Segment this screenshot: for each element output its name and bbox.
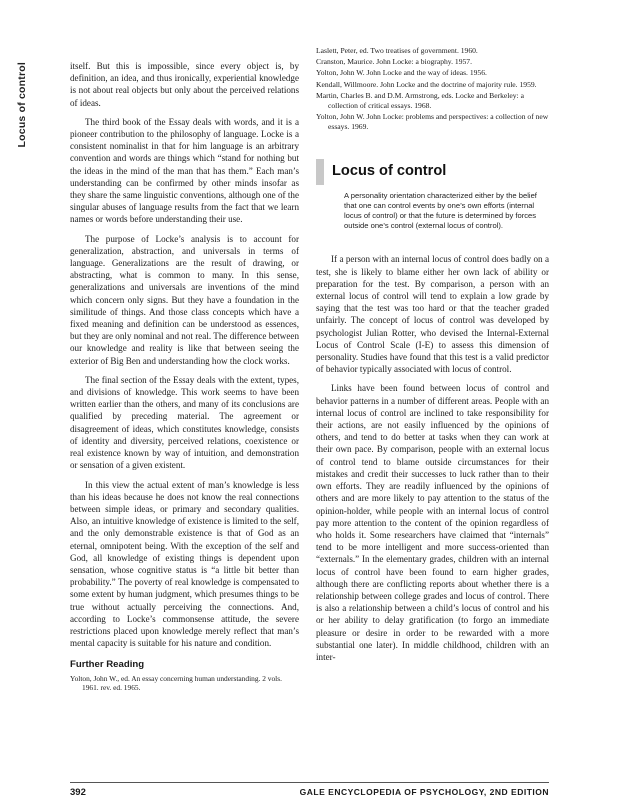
reference-item: Martin, Charles B. and D.M. Armstrong, eds. Locke and Berkeley: a collection of critical essays. 1968. bbox=[316, 90, 524, 111]
reference-item: Laslett, Peter, ed. Two treatises of government. 1960. bbox=[316, 46, 478, 55]
body-paragraph: Links have been found between locus of control and behavior patterns in a number of different areas. People with an internal locus of control are inclined to take responsibility for their actions, are not easily influenced by the opinions of others, and tend to do better at tasks when they can work at their own pace. By comparison, people with an external locus of control tend to blame outside circumstances for their mistakes and credit their successes to luck rather than to their own efforts. They are readily influenced by the opinions of others and are more likely to pay attention to the status of the opinion-holder, while people with an internal locus of control pay more attention to the content of the opinion regardless of who holds it. Some researchers have claimed that “internals” tend to be more intelligent and more success-oriented than “externals.” In the elementary grades, children with an internal locus of control have been found to earn higher grades, although there are conflicting reports about whether there is a relationship between college grades and locus of control. There is also a relationship between a child’s locus of control and his or her ability to delay gratification (to forgo an immediate pleasure or desire in order to be rewarded with a more substantial one later). In middle childhood, children with an inter- bbox=[316, 383, 549, 662]
entry-definition: A personality orientation characterized either by the belief that one can control events by one’s own efforts (internal locus of control) or that the future is determined by forces outside one’s control (external locus of control). bbox=[344, 190, 537, 231]
entry-header bbox=[316, 159, 549, 183]
further-reading-heading: Further Reading bbox=[70, 659, 145, 671]
reference-list bbox=[316, 46, 549, 133]
reference-item: Yolton, John W. John Locke: problems and perspectives: a collection of new essays. 1969. bbox=[316, 112, 549, 132]
body-paragraph: The final section of the Essay deals with the extent, types, and divisions of knowledge. This work seems to have been written earlier than the others, and many of its conclusions are qualified by preceding material. The agreement or disagreement of ideas, which constitutes knowledge, consists of identity and diversity, perceived relations, coexistence or real existence known by way of intuition, and demonstration or sensation of a given existent. bbox=[70, 374, 299, 471]
running-section-label: Locus of control bbox=[16, 62, 28, 148]
reference-item: Cranston, Maurice. John Locke: a biography. 1957. bbox=[316, 57, 472, 67]
right-column bbox=[316, 46, 549, 670]
reference-item: Yolton, John W., ed. An essay concerning human understanding. 2 vols. 1961. rev. ed. 1965. bbox=[70, 673, 282, 693]
entry-title: Locus of control bbox=[332, 162, 447, 179]
body-paragraph: If a person with an internal locus of control does badly on a test, she is likely to blame either her own lack of ability or preparation for the test. By comparison, a person with an external locus of control will tend to explain a low grade by saying that the test was too hard or that the teacher graded unfairly. The concept of locus of control was developed by psychologist Julian Rotter, who devised the Internal-External Locus of Control Scale (I-E) to assess this dimension of personality. Studies have found that this test is a valid predictor of behavior typically associated with locus of control. bbox=[316, 254, 549, 375]
book-title: GALE ENCYCLOPEDIA OF PSYCHOLOGY, 2ND EDITION bbox=[299, 787, 549, 797]
body-paragraph: In this view the actual extent of man’s knowledge is less than his ideas because he does not know the real connections between simple ideas, or primary and secondary qualities. Also, an intuitive knowledge of existence is limited to the self, and the only demonstrable existence is that of God as an eternal, omnipotent being. With the exception of the self and God, all knowledge of existing things is dependent upon sensation, whose cognitive status is “a little bit better than probability.” The poverty of real knowledge is compensated to some extent by human judgment, which presumes things to be true without actually perceiving the connections. And, according to Locke’s commonsense attitude, the severe restrictions placed upon knowledge merely reflect that man’s mental capacity is suitable for his nature and condition. bbox=[70, 479, 299, 649]
further-reading-list bbox=[70, 674, 299, 693]
reference-item: Yolton, John W. John Locke and the way of ideas. 1956. bbox=[316, 68, 487, 78]
entry-marker-bar bbox=[316, 159, 324, 185]
body-paragraph: itself. But this is impossible, since every object is, by definition, an idea, and thus ironically, experiential knowledge is not about real objects but only about the perceived relations of ideas. bbox=[70, 61, 299, 108]
body-paragraph: The purpose of Locke’s analysis is to account for generalization, abstraction, and universals in terms of language. Generalizations are the result of drawing, or abstracting, what is common to many. In this sense, generalizations and universals are inventions of the mind which concern only signs. But they have a foundation in the similitude of things. And those class concepts which have a fixed meaning and definition can be understood as essences, but they are only nominal and not real. The difference between our knowledge and reality is like that between seeing the exterior of Big Ben and understanding how the clock works. bbox=[70, 233, 299, 366]
body-paragraph: The third book of the Essay deals with words, and it is a pioneer contribution to the philosophy of language. Locke is a consistent nominalist in that for him language is an arbitrary convention and words are things which “stand for nothing but the ideas in the mind of the man that has them.” Each man’s understanding can be confirmed by other minds insofar as they share the same linguistic conventions, although one of the singular abuses of language results from the fact that we learn names or words before understanding their use. bbox=[70, 116, 299, 225]
footer-rule bbox=[70, 782, 549, 783]
reference-item: Kendall, Willmoore. John Locke and the doctrine of majority rule. 1959. bbox=[316, 79, 537, 89]
page-number: 392 bbox=[70, 787, 86, 798]
left-column bbox=[70, 60, 299, 694]
